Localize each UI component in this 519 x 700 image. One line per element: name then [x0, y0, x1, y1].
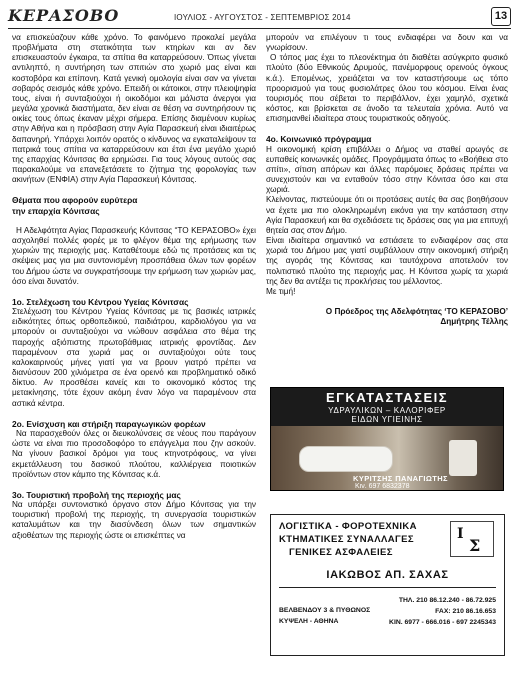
page-header: [8, 6, 511, 28]
paragraph: Κλείνοντας, πιστεύουμε ότι οι προτάσεις αυτές θα σας βοηθήσουν να έχετε μια πιο ολοκληρωμένη εικόνα για την κατάσταση στην Αγία Παρασκευή και θα σχεδιάσετε τις δράσεις σας για μια επιτυχή θητεία σας στον Δήμο.: [266, 195, 508, 235]
ad-service-line: ΚΤΗΜΑΤΙΚΕΣ ΣΥΝΑΛΛΑΓΕΣ: [279, 534, 414, 545]
masthead-logo: ΚΕΡΑΣΟΒΟ: [8, 6, 120, 25]
header-rule: [8, 28, 511, 29]
left-column: [12, 33, 256, 541]
paragraph: να επισκεύαζουν κάθε χρόνο. Το φαινόμενο προκαλεί μεγάλα προβλήματα στη στατικότητα των κτηρίων και αν δεν επισκευαστούν έγκαιρα, τα σπίτια θα καταρρεύσουν. Όπως γίνεται αντιληπτό, η συντήρηση των σπιτιών στο χωριό μας είναι και κοστοβόρα και επίπονη. Κατά γενική ομολογία είναι σαν να γίνεται σοβαρός σεισμός κάθε χρόνο. Επειδή οι κάτοικοι, στην πλειοψηφία τους, είναι ή συνταξιούχοι ή οικοδόμοι και μάλιστα άνεργοι για μεγάλα χρονικά διαστήματα, δεν είναι σε θέση να συντηρήσουν τις οικίες τους όπως έκαναν μέχρι σήμερα. Επίσης διαμένουν κυρίως στην Αθήνα και η πρόσβαση στην Αγία Παρασκευή είναι ιδιαιτέρως δαπανηρή. Υπάρχει λοιπόν ορατός ο κίνδυνος να εγκαταλείψουν τα πατρικά τους σπίτια να καταρρεύσουν και έτσι ένα μεγάλο χωριό της επαρχίας Κόνιτσας θα ερημώσει. Για τους λόγους αυτούς σας παρακαλούμε να επανεξετάσετε το ζήτημα της φορολογίας των ακινήτων (ΕΝΦΙΑ) στην Αγία Παρασκευή Κόνιτσας.: [12, 33, 256, 185]
paragraph: Ο τόπος μας έχει το πλεονέκτημα ότι διαθέτει ασύγκριτο φυσικό πλούτο (δύο Εθνικούς Δρυμούς, πανέμορφους ορεινούς όγκους κ.ά.). Επομένως, χρειάζεται να τον καταστήσουμε ως τόπο προορισμού για τους φυσιολάτρες όλου του κόσμου. Είναι ένας τουρισμός που σέβεται το περιβάλλον, έχει χαμηλό, σχετικά κόστος, και βρίσκεται σε άνοδο τα τελευταία χρόνια. Αυτό να επισημανθεί ιδιαίτερα στους τουριστικούς οδηγούς.: [266, 53, 508, 124]
section-heading: 2ο. Ενίσχυση και στήριξη παραγωγικών φορέων: [12, 418, 206, 429]
paragraph: Είναι ιδιαίτερα σημαντικό να εστιάσετε το ενδιαφέρον σας στα χωριά του Δήμου μας γιατί συμβάλλουν στην οικονομική στήριξη της αγοράς της Κόνιτσας και ταυτόχρονα αποτελούν τον πολιτιστικό πλούτο της περιοχής μας. Η Κόνιτσα χωρίς τα χωριά της δεν θα αντέξει τις προκλήσεις του μέλλοντος.: [266, 236, 508, 286]
ad-owner-name: ΙΑΚΩΒΟΣ ΑΠ. ΣΑΧΑΣ: [326, 569, 449, 581]
paragraph: Η οικονομική κρίση επιβάλλει ο Δήμος να σταθεί αρωγός σε ευπαθείς κοινωνικές ομάδες. Προγράμματα όπως το «Βοήθεια στο σπίτι», σίτιση απόρων και άλλες παρόμοιες δράσεις πρέπει να συνεχιστούν και να ενταθούν τόσο στην Κόνιτσα όσο και στα χωριά.: [266, 144, 508, 195]
ad-fax: FAX: 210 86.16.653: [435, 608, 496, 615]
issue-date: ΙΟΥΛΙΟΣ - ΑΥΓΟΥΣΤΟΣ - ΣΕΠΤΕΜΒΡΙΟΣ 2014: [174, 13, 351, 22]
ad-divider: [279, 587, 496, 588]
signature-title: Ο Πρόεδρος της Αδελφότητας ‘ΤΟ ΚΕΡΑΣΟΒΟ’: [325, 307, 508, 317]
paragraph: Με τιμή!: [266, 286, 296, 296]
sink-image: [449, 440, 477, 476]
right-column: [266, 33, 508, 328]
ad-phone: ΤΗΛ. 210 86.12.240 - 86.72.925: [398, 597, 496, 604]
plumbing-advertisement: [270, 387, 504, 491]
signature-name: Δημήτρης Τέλλης: [440, 317, 508, 327]
ad-subtitle-2: ΕΙΔΩΝ ΥΓΙΕΙΝΗΣ: [351, 415, 423, 424]
ad-subtitle: ΥΔΡΑΥΛΙΚΩΝ – ΚΑΛΟΡΙΦΕΡ: [328, 406, 446, 415]
section-heading: 3ο. Τουριστική προβολή της περιοχής μας: [12, 489, 181, 500]
ad-logo-icon: Ι Σ: [450, 521, 494, 557]
ad-service-line: ΓΕΝΙΚΕΣ ΑΣΦΑΛΕΙΕΣ: [289, 547, 393, 558]
section-heading: Θέματα που αφορούν ευρύτερα: [12, 195, 138, 206]
page-number: 13: [491, 7, 511, 26]
ad-mobile: ΚΙΝ. 6977 - 666.016 - 697 2245343: [389, 619, 496, 626]
ad-address: ΚΥΨΕΛΗ - ΑΘΗΝΑ: [279, 618, 339, 625]
accounting-advertisement: [270, 514, 505, 656]
ad-title: ΕΓΚΑΤΑΣΤΑΣΕΙΣ: [325, 390, 449, 405]
ad-address: ΒΕΛΒΕΝΔΟΥ 3 & ΠΥΘΩΝΟΣ: [279, 607, 371, 614]
paragraph: Η Αδελφότητα Αγίας Παρασκευής Κόνιτσας “ΤΟ ΚΕΡΑΣΟΒΟ» έχει ασχοληθεί πολλές φορές με το φλέγον θέμα της ερήμωσης των χωριών της περιοχής μας. Καταθέτουμε εδώ τις προτάσεις και τις σκέψεις μας για μια συντονισμένη προσπάθεια όλων των φορέων του Δήμου ώστε να συγκρατήσουμε την ερήμωση των χωριών μας, όσο είναι δυνατόν.: [12, 225, 256, 286]
paragraph: Στελέχωση του Κέντρου Υγείας Κόνιτσας με τις βασικές ιατρικές ειδικότητες όπως ορθοπεδικού, παιδιάτρου, καρδιολόγου για να μπορούν οι συνταξιούχοι να νιώθουν ασφάλεια στο θέμα της παροχής αξιόπιστης πρωτοβάθμιας ιατρικής φροντίδας. Δεν παραμένουν στα χωριά μας οι συνταξιούχοι ούτε τους καλοκαιρινούς μήνες γιατί για να βρουν γιατρό πρέπει να διανύσουν 200 χιλιόμετρα σε ένα ορεινό και προβληματικό οδικό δίκτυο. Αν προσθέσει κανείς και το οικονομικό κόστος της μετακίνησης, τότε έχουν ακόμη έναν λόγο να παραμένουν στα αστικά κέντρα.: [12, 307, 256, 408]
ad-contact-phone: Κιν. 697 6832378: [355, 483, 410, 490]
section-heading: 1ο. Στελέχωση του Κέντρου Υγείας Κόνιτσας: [12, 296, 189, 307]
section-heading: την επαρχία Κόνιτσας: [12, 205, 100, 216]
paragraph: μπορούν να επιλέγουν τι τους ενδιαφέρει να δουν και να γνωρίσουν.: [266, 33, 508, 53]
ad-contact-name: ΚΥΡΙΤΣΗΣ ΠΑΝΑΓΙΩΤΗΣ: [353, 474, 448, 483]
ad-service-line: ΛΟΓΙΣΤΙΚΑ - ΦΟΡΟΤΕΧΝΙΚΑ: [279, 521, 417, 532]
paragraph: Να παρασχεθούν όλες οι διευκολύνσεις σε νέους που παράγουν ώστε να είναι πιο προσοδοφόρο το επάγγελμα που ζην ασκούν. Να γίνουν βασικοί δρόμοι για τους κτηνοτρόφους, να γίνει εκμετάλλευση του δασικού πλούτου, καλλιέργεια ποιοτικών προϊόντων στον κάμπο της Κόνιτσας κ.ά.: [12, 429, 256, 479]
paragraph: Να υπάρξει συντονιστικό όργανο στον Δήμο Κόνιτσας για την τουριστική προβολή της περιοχής, τη συνεργασία τουριστικών καταλυμάτων και την διασύνδεση όλων των σημαντικών αξιοθέατων της περιοχής ώστε οι επισκέπτες να: [12, 500, 256, 540]
section-heading: 4ο. Κοινωνικό πρόγραμμα: [266, 134, 372, 145]
bathtub-image: [299, 446, 393, 472]
